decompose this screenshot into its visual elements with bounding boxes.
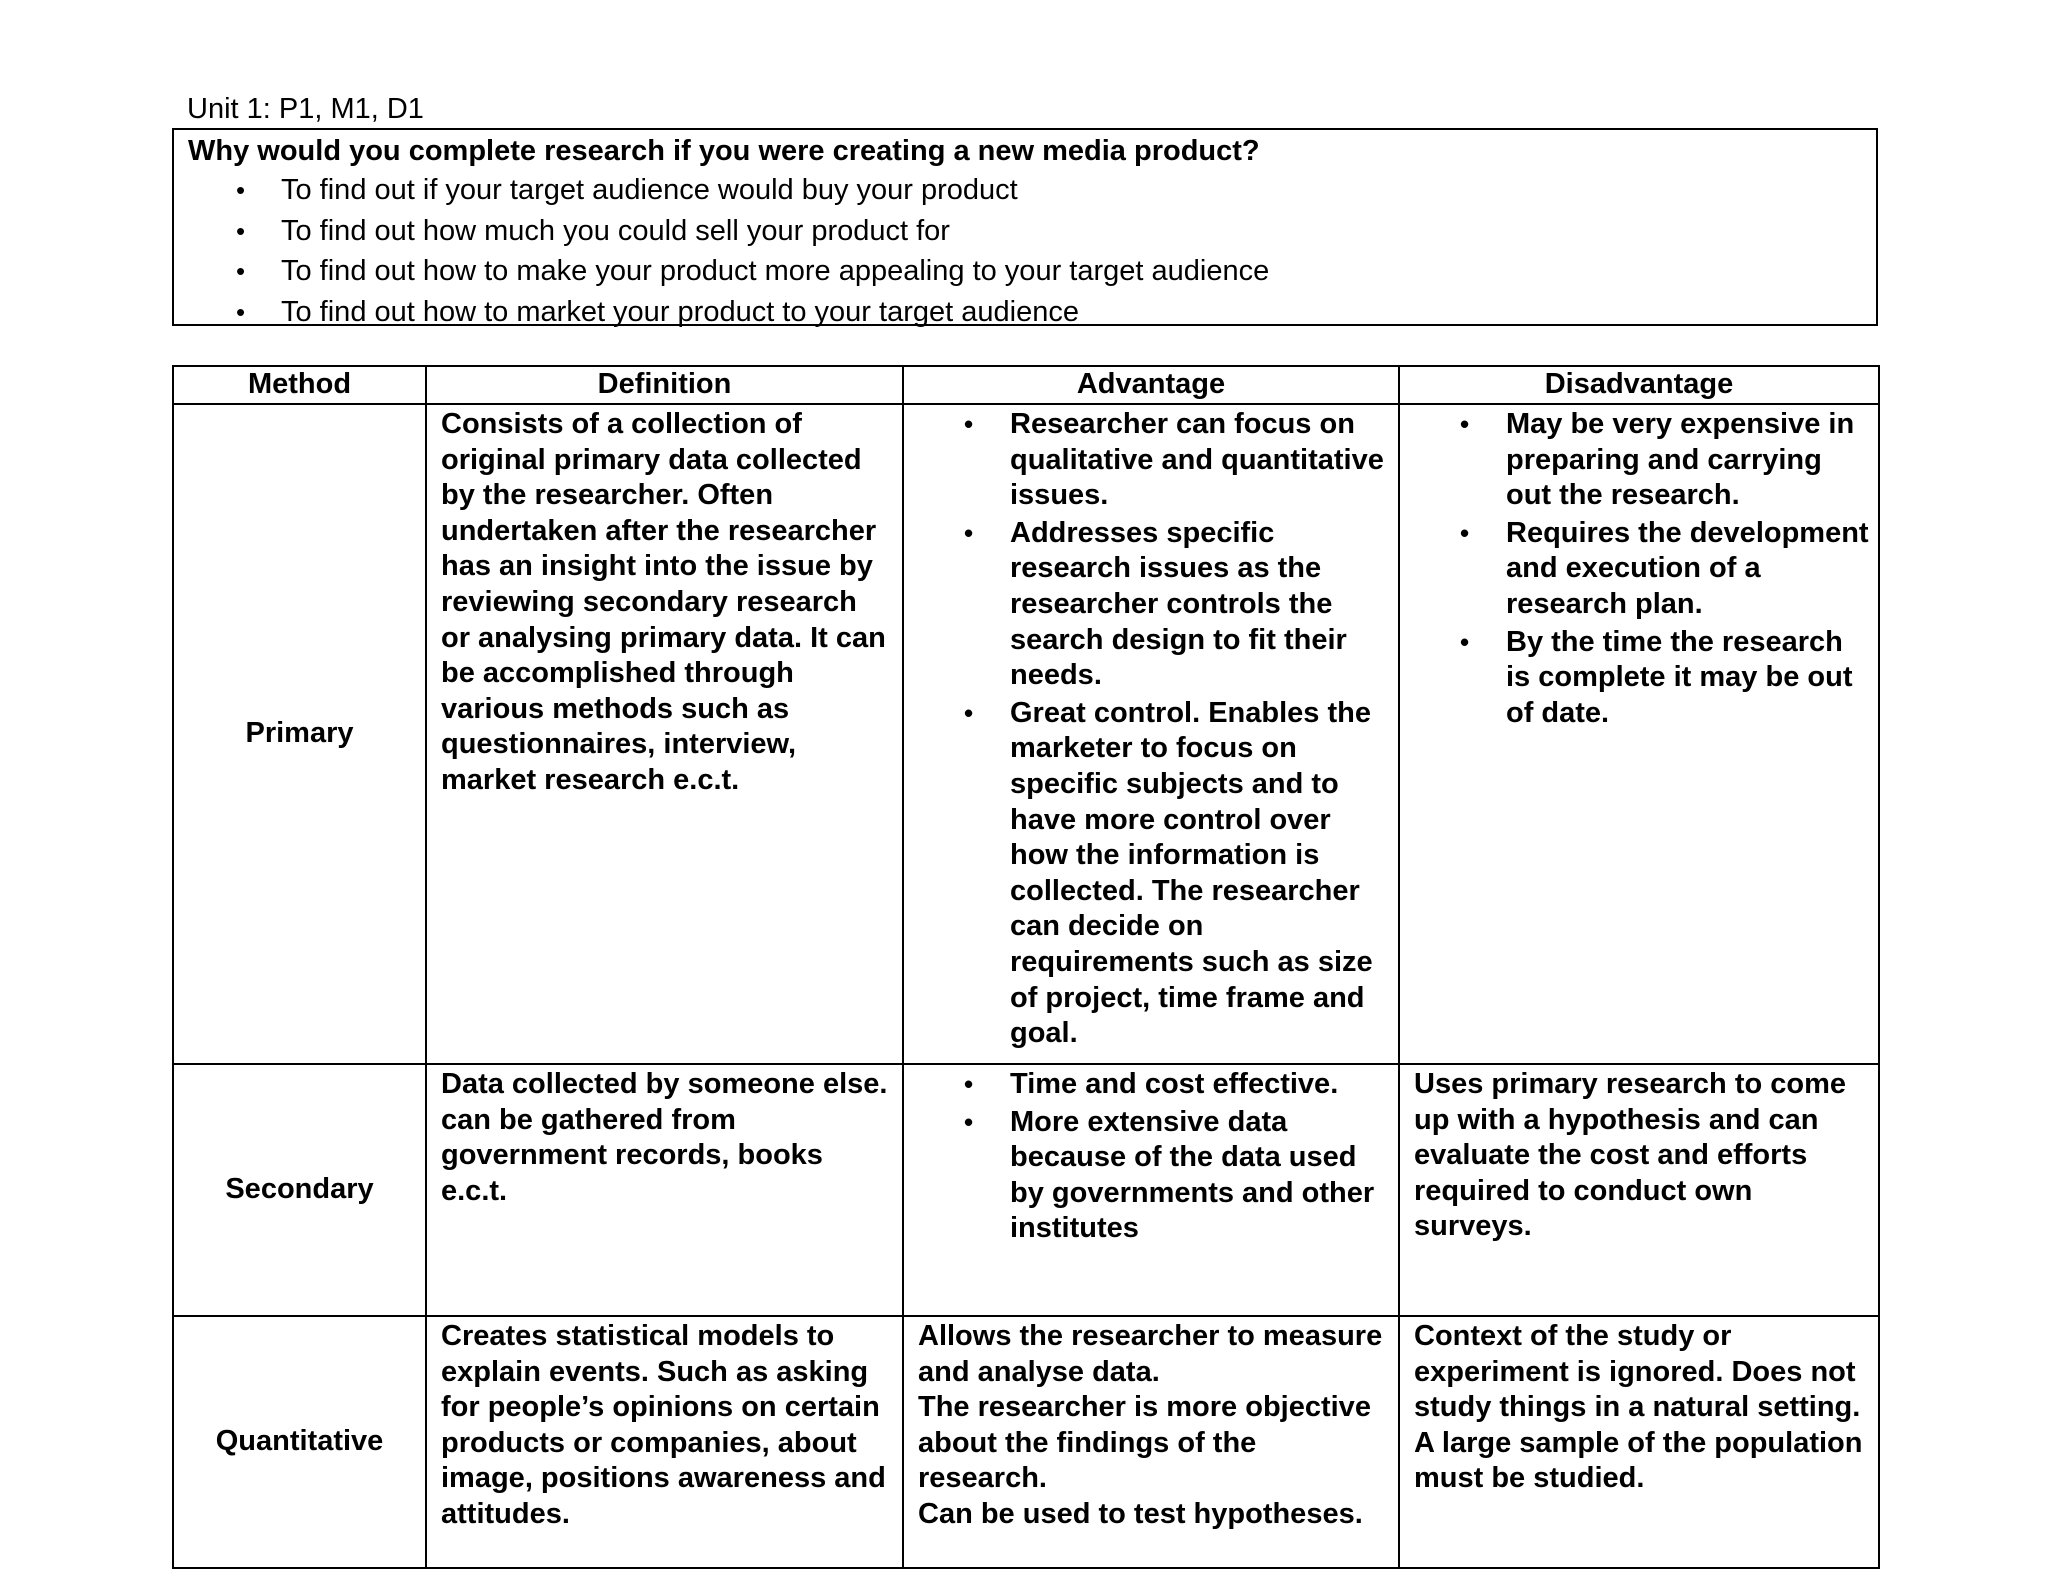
reason-item: • To find out how to market your product to your target audience (174, 292, 1269, 333)
definition-cell (426, 404, 903, 1064)
reasons-list (174, 170, 1269, 332)
disadvantage-text: Context of the study or experiment is ignored. Does not study things in a natural setting. A large sample of the population must be studied. (1414, 1320, 1863, 1495)
advantage-list (904, 405, 1398, 1052)
advantage-item: • Time and cost effective. (904, 1067, 1390, 1103)
disadvantage-item: • May be very expensive in preparing and carrying out the research. (1400, 407, 1870, 514)
table-row-primary (173, 404, 1879, 1064)
advantage-cell (903, 404, 1399, 1064)
method-cell: Quantitative (173, 1316, 426, 1568)
table-row-secondary (173, 1064, 1879, 1316)
advantage-item: • Great control. Enables the marketer to focus on specific subjects and to have more control over how the information is collected. The researcher can decide on requirements such as size of project, time frame and goal. (904, 696, 1390, 1052)
advantage-line: The researcher is more objective about the findings of the research. (918, 1391, 1371, 1495)
definition-cell (426, 1316, 903, 1568)
disadvantage-cell (1399, 1064, 1879, 1316)
disadvantage-item: • Requires the development and execution of a research plan. (1400, 516, 1870, 623)
reason-item: • To find out how much you could sell your product for (174, 211, 1269, 252)
reason-item: • To find out if your target audience would buy your product (174, 170, 1269, 211)
advantage-cell (903, 1064, 1399, 1316)
disadvantage-item: • By the time the research is complete it may be out of date. (1400, 625, 1870, 732)
method-cell: Secondary (173, 1064, 426, 1316)
advantage-item: • Addresses specific research issues as the researcher controls the search design to fit their needs. (904, 516, 1390, 694)
table-row-quantitative (173, 1316, 1879, 1568)
advantage-text (904, 1317, 1398, 1533)
disadvantage-cell (1399, 404, 1879, 1064)
definition-text: Data collected by someone else. can be gathered from government records, books e.c.t. (441, 1068, 888, 1207)
question-title: Why would you complete research if you were creating a new media product? (188, 135, 1260, 167)
method-cell: Primary (173, 404, 426, 1064)
table-header-row (173, 366, 1879, 404)
advantage-cell (903, 1316, 1399, 1568)
research-methods-table (172, 365, 1880, 1569)
definition-text: Creates statistical models to explain events. Such as asking for people’s opinions on certain products or companies, about image, positions awareness and attitudes. (441, 1320, 886, 1530)
advantage-item: • Researcher can focus on qualitative and quantitative issues. (904, 407, 1390, 514)
advantage-line: Allows the researcher to measure and analyse data. (918, 1320, 1383, 1388)
disadvantage-list (1400, 405, 1878, 731)
disadvantage-text: Uses primary research to come up with a hypothesis and can evaluate the cost and efforts required to conduct own surveys. (1414, 1068, 1846, 1243)
header-definition: Definition (426, 366, 903, 404)
disadvantage-cell (1399, 1316, 1879, 1568)
header-method: Method (173, 366, 426, 404)
unit-label: Unit 1: P1, M1, D1 (187, 93, 424, 125)
reason-item: • To find out how to make your product more appealing to your target audience (174, 251, 1269, 292)
advantage-list (904, 1065, 1398, 1247)
advantage-line: Can be used to test hypotheses. (918, 1497, 1363, 1530)
question-box (172, 128, 1878, 326)
header-disadvantage: Disadvantage (1399, 366, 1879, 404)
definition-text: Consists of a collection of original primary data collected by the researcher. Often undertaken after the researcher has an insight into the issue by reviewing secondary research or analysing primary data. It can be accomplished through various methods such as questionnaires, interview, market research e.c.t. (441, 408, 886, 796)
advantage-item: • More extensive data because of the data used by governments and other institutes (904, 1105, 1390, 1247)
definition-cell (426, 1064, 903, 1316)
header-advantage: Advantage (903, 366, 1399, 404)
